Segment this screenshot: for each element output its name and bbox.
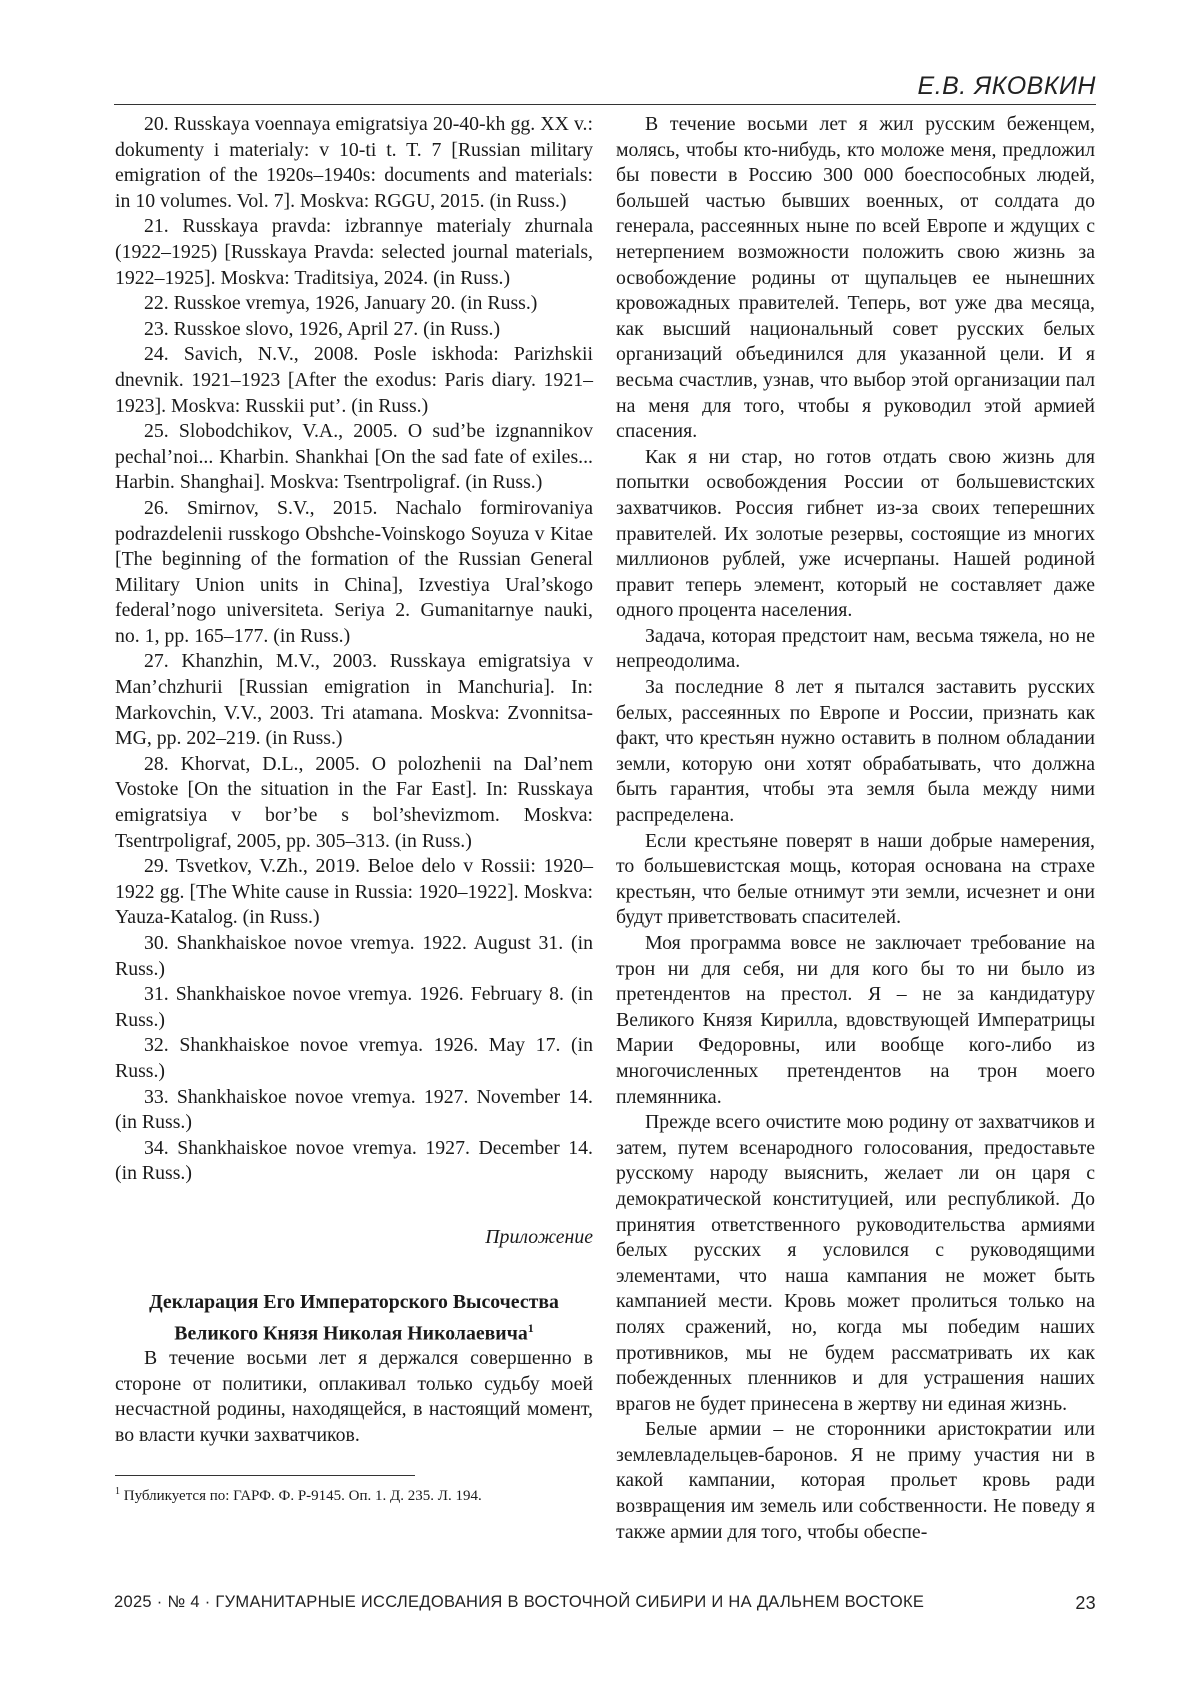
body-paragraph: За последние 8 лет я пытался заставить русских белых, рассеянных по Европе и России, признать как факт, что крестьян нужно оставить в полном обладании земли, которую они хотят обрабатывать, что должна быть гарантия, чтобы эта земля была между ними распределена.	[616, 676, 1095, 827]
reference-item: 24. Savich, N.V., 2008. Posle iskhoda: Parizhskii dnevnik. 1921–1923 [After the exodus: Paris diary. 1921–1923]. Moskva: Russkii put’. (in Russ.)	[115, 343, 593, 417]
body-paragraph: Прежде всего очистите мою родину от захватчиков и затем, путем всенародного голосования, предоставьте русскому народу выяснить, желает ли он царя с демократической конституцией, или республикой. До принятия ответственного руководительства армиями белых русских я условился с руководящими элементами, что наша кампания не может быть кампанией мести. Кровь может пролиться только на полях сражений, но, когда мы победим наших противников, мы не будем рассматривать их как побежденных пленников и для устрашения наших врагов не будет принесена в жертву ни единая жизнь.	[616, 1111, 1095, 1415]
body-paragraph: Как я ни стар, но готов отдать свою жизнь для попытки освобождения России от большевистских захватчиков. Россия гибнет из-за своих теперешних правителей. Их золотые резервы, состоящие из многих миллионов рублей, уже исчерпаны. Нашей родиной правит теперь элемент, который не составляет даже одного процента населения.	[616, 445, 1095, 622]
body-paragraph: В течение восьми лет я жил русским беженцем, молясь, чтобы кто-нибудь, кто моложе меня, предложил бы повести в Россию 300 000 боеспособных людей, большей частью бывших военных, от солдата до генерала, рассеянных ныне по всей Европе и ждущих с нетерпением возможности положить свою жизнь за освобождение родины от щупальцев ее нынешних кровожадных правителей. Теперь, вот уже два месяца, как высший национальный совет русских белых организаций объединился для указанной цели. И я весьма счастлив, узнав, что выбор этой организации пал на меня для того, чтобы я руководил этой армией спасения.	[616, 113, 1095, 443]
body-paragraph: Если крестьяне поверят в наши добрые намерения, то большевистская мощь, которая основана на страхе крестьян, что белые отнимут эти земли, исчезнет и они будут приветствовать спасителей.	[616, 829, 1095, 929]
footnote-mark: 1	[115, 1485, 120, 1497]
reference-item: 26. Smirnov, S.V., 2015. Nachalo formirovaniya podrazdelenii russkogo Obshche-Voinskogo Soyuza v Kitae [The beginning of the formation of the Russian General Military Union units in China], Izvestiya Ural’skogo federal’nogo universiteta. Seriya 2. Gumanitarnye nauki, no. 1, pp. 165–177. (in Russ.)	[115, 496, 593, 647]
reference-item: 29. Tsvetkov, V.Zh., 2019. Beloe delo v Rossii: 1920–1922 gg. [The White cause in Russia: 1920–1922]. Moskva: Yauza-Katalog. (in Russ.)	[115, 855, 593, 929]
journal-footer: 2025 · № 4 · ГУМАНИТАРНЫЕ ИССЛЕДОВАНИЯ В ВОСТОЧНОЙ СИБИРИ И НА ДАЛЬНЕМ ВОСТОКЕ	[114, 1593, 925, 1611]
body-paragraph: Белые армии – не сторонники аристократии или землевладельцев-баронов. Я не приму участия ни в какой кампании, которая прольет кровь ради возвращения им земель или собственности. Не поведу я также армии для того, чтобы обеспе-	[616, 1418, 1095, 1543]
reference-item: 21. Russkaya pravda: izbrannye materialy zhurnala (1922–1925) [Russkaya Pravda: selected journal materials, 1922–1925]. Moskva: Traditsiya, 2024. (in Russ.)	[115, 215, 593, 289]
reference-item: 25. Slobodchikov, V.A., 2005. O sud’be izgnannikov pechal’noi... Kharbin. Shankhai [On the sad fate of exiles... Harbin. Shanghai]. Moskva: Tsentrpoligraf. (in Russ.)	[115, 420, 593, 494]
reference-item: 28. Khorvat, D.L., 2005. O polozhenii na Dal’nem Vostoke [On the situation in the Far East]. In: Russkaya emigratsiya v bor’be s bol’shevizmom. Moskva: Tsentrpoligraf, 2005, pp. 305–313. (in Russ.)	[115, 752, 593, 852]
reference-item: 27. Khanzhin, M.V., 2003. Russkaya emigratsiya v Man’chzhurii [Russian emigration in Manchuria]. In: Markovchin, V.V., 2003. Tri atamana. Moskva: Zvonnitsa-MG, pp. 202–219. (in Russ.)	[115, 650, 593, 750]
footnote-ref-mark: 1	[527, 1320, 534, 1335]
left-column	[115, 112, 593, 1506]
reference-item: 23. Russkoe slovo, 1926, April 27. (in Russ.)	[144, 317, 501, 340]
footnote-text: Публикуется по: ГАРФ. Ф. Р-9145. Оп. 1. Д. 235. Л. 194.	[123, 1487, 482, 1504]
reference-item: 31. Shankhaiskoe novoe vremya. 1926. February 8. (in Russ.)	[115, 983, 593, 1031]
footnote	[115, 1482, 593, 1506]
reference-item: 32. Shankhaiskoe novoe vremya. 1926. May 17. (in Russ.)	[115, 1034, 593, 1082]
declaration-title	[115, 1289, 593, 1347]
reference-item: 33. Shankhaiskoe novoe vremya. 1927. November 14. (in Russ.)	[115, 1085, 593, 1134]
right-column	[616, 112, 1095, 1545]
reference-item: 22. Russkoe vremya, 1926, January 20. (in Russ.)	[144, 292, 538, 315]
reference-item: 20. Russkaya voennaya emigratsiya 20-40-kh gg. XX v.: dokumenty i materialy: v 10-ti t. T. 7 [Russian military emigration of the 1920s–1940s: documents and materials: in 10 volumes. Vol. 7]. Moskva: RGGU, 2015. (in Russ.)	[115, 113, 593, 212]
reference-item: 30. Shankhaiskoe novoe vremya. 1922. August 31. (in Russ.)	[115, 932, 593, 980]
footnote-rule	[115, 1475, 415, 1476]
page-number: 23	[1075, 1593, 1096, 1613]
appendix-label: Приложение	[485, 1225, 593, 1248]
declaration-title-text: Декларация Его Императорского Высочества Великого Князя Николая Николаевича	[149, 1290, 559, 1345]
header-rule	[114, 104, 1096, 105]
declaration-intro-paragraph: В течение восьми лет я держался совершенно в стороне от политики, оплакивал только судьбу моей несчастной родины, находящейся, в настоящий момент, во власти кучки захватчиков.	[115, 1347, 593, 1446]
running-header-author: Е.В. ЯКОВКИН	[917, 72, 1096, 100]
body-paragraph: Задача, которая предстоит нам, весьма тяжела, но не непреодолима.	[616, 624, 1095, 673]
reference-item: 34. Shankhaiskoe novoe vremya. 1927. December 14. (in Russ.)	[115, 1136, 593, 1185]
body-paragraph: Моя программа вовсе не заключает требование на трон ни для себя, ни для кого бы то ни было из претендентов на престол. Я – не за кандидатуру Великого Князя Кирилла, вдовствующей Императрицы Марии Федоровны, или вообще кого-либо из многочисленных претендентов на трон моего племянника.	[616, 932, 1095, 1108]
